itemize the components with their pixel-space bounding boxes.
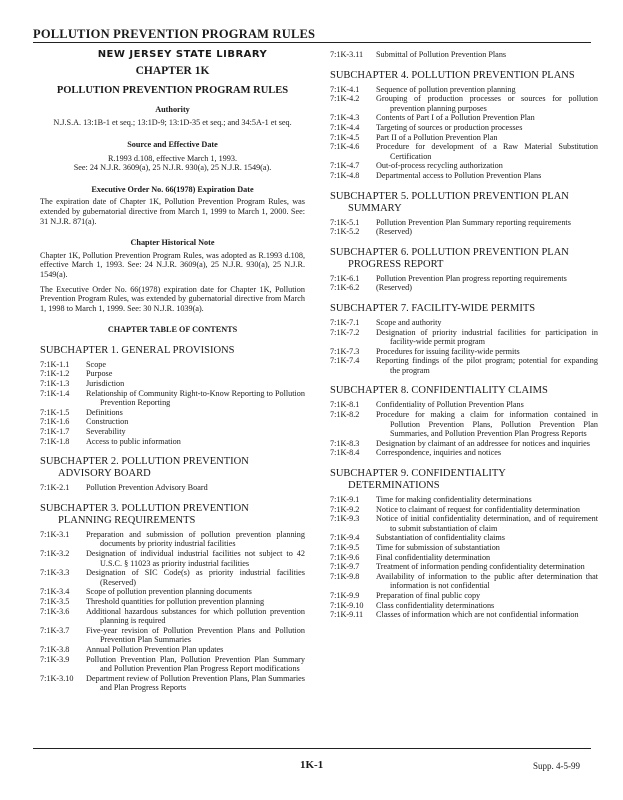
section-title: Time for making confidentiality determinations [376,495,532,505]
toc-entry [330,591,598,601]
section-title: Department review of Pollution Prevention Plans, Plan Summaries and Plan Progress Reports [86,673,305,693]
section-number: 7:1K-4.7 [330,161,360,171]
subchapter-title: SUBCHAPTER 9. CONFIDENTIALITY [330,468,506,480]
section-title: Relationship of Community Right-to-Know Reporting to Pollution Prevention Reporting [86,388,305,408]
section-number: 7:1K-8.3 [330,438,360,448]
section-title: Final confidentiality determination [376,552,491,562]
section-title: Jurisdiction [86,379,125,389]
section-number: 7:1K-9.2 [330,504,360,514]
toc-entry [40,655,305,674]
subchapter-heading [40,503,305,527]
toc-entry [330,439,598,449]
authority-heading: Authority [155,104,190,114]
section-title: Additional hazardous substances for which pollution prevention planning is required [86,606,305,626]
section-number: 7:1K-3.9 [40,654,70,664]
exec-order-heading: Executive Order No. 66(1978) Expiration Date [91,184,254,194]
section-title: Access to public information [86,436,181,446]
section-number: 7:1K-9.8 [330,571,360,581]
section-number: 7:1K-1.1 [40,359,70,369]
section-number: 7:1K-1.3 [40,379,70,389]
subchapter-heading [330,303,598,315]
toc-entry [40,568,305,587]
toc-entry [40,369,305,379]
history-para-2: The Executive Order No. 66(1978) expiration date for Chapter 1K, Pollution Prevention Program Rules, was extended by gubernatorial directive from March 1, 1998 to March 1, 1999. See: 30 N.J.R. 1039(a). [40,284,305,313]
toc-entry [330,400,598,410]
section-title: Preparation of final public copy [376,590,481,600]
toc-entry [330,142,598,161]
section-number: 7:1K-9.10 [330,600,364,610]
subchapter-title: SUBCHAPTER 7. FACILITY-WIDE PERMITS [330,302,536,314]
section-number: 7:1K-3.10 [40,673,74,683]
subchapter-heading [330,70,598,82]
section-number: 7:1K-3.7 [40,625,70,635]
section-number: 7:1K-1.7 [40,427,70,437]
toc-entry [40,360,305,370]
toc-entry [330,495,598,505]
toc-entry [330,85,598,95]
toc-entry [40,483,305,493]
toc-entry [330,505,598,515]
toc-entry [330,533,598,543]
exec-order-text: The expiration date of Chapter 1K, Pollution Prevention Program Rules, was extended by gubernatorial directive from March 1, 1999 to March 1, 2000. See: 31 N.J.R. 871(a). [40,197,305,226]
section-title: Designation of priority industrial facilities for participation in facility-wide permit program [376,327,598,347]
section-title: Notice of initial confidentiality determination, and of requirement to submit substantiation of claim [376,514,598,533]
section-number: 7:1K-7.1 [330,317,360,327]
left-toc [40,345,305,693]
source-line-1: R.1993 d.108, effective March 1, 1993. [107,153,237,163]
subchapter-title: SUBCHAPTER 4. POLLUTION PREVENTION PLANS [330,69,575,81]
section-number: 7:1K-9.9 [330,590,360,600]
subchapter-title-cont: ADVISORY BOARD [58,468,151,480]
section-number: 7:1K-3.6 [40,606,70,616]
section-number: 7:1K-6.2 [330,283,360,293]
section-number: 7:1K-7.2 [330,327,360,337]
section-title: Scope and authority [376,317,442,327]
section-title: Class confidentiality determinations [376,600,495,610]
toc-entry [40,597,305,607]
toc-entry [40,437,305,447]
section-title: Treatment of information pending confidentiality determination [376,562,585,572]
section-title: Procedure for development of a Raw Material Substitution Certification [376,142,598,161]
section-number: 7:1K-9.5 [330,543,360,552]
section-number: 7:1K-6.1 [330,273,360,283]
toc-entry [330,283,598,293]
section-number: 7:1K-5.1 [330,217,360,227]
section-number: 7:1K-4.4 [330,122,360,132]
section-number: 7:1K-1.4 [40,388,70,398]
section-number: 7:1K-3.4 [40,587,70,597]
toc-entry [330,347,598,357]
toc-entry [330,356,598,375]
section-number: 7:1K-4.6 [330,142,360,152]
toc-entry [330,572,598,591]
section-title: Availability of information to the public after determination that information is not confidential [376,571,598,591]
section-number: 7:1K-7.4 [330,356,360,366]
toc-title: CHAPTER TABLE OF CONTENTS [107,325,238,335]
subchapter-title: SUBCHAPTER 3. POLLUTION PREVENTION [40,502,249,514]
toc-entry [40,607,305,626]
toc-entry [40,530,305,549]
toc-entry [40,417,305,427]
section-title: Pollution Prevention Plan progress reporting requirements [376,273,567,283]
subchapter-heading [40,456,305,480]
section-number: 7:1K-4.3 [330,113,360,123]
section-number: 7:1K-3.2 [40,549,70,558]
section-title: Five-year revision of Pollution Prevention Plans and Pollution Prevention Plan Summaries [86,625,305,645]
section-title: Procedures for issuing facility-wide permits [376,346,520,356]
section-number: 7:1K-1.2 [40,369,70,379]
section-number: 7:1K-9.11 [330,610,364,620]
section-number: 7:1K-2.1 [40,483,70,493]
section-title: Severability [86,427,126,437]
section-title: Grouping of production processes or sources for pollution prevention planning purposes [376,94,598,113]
section-number: 7:1K-8.4 [330,448,360,458]
section-title: Procedure for making a claim for information contained in Pollution Prevention Plans, Pollution Prevention Plan Summaries, and Pollution Prevention Plan Progress Reports [376,410,598,439]
section-number: 7:1K-5.2 [330,227,360,237]
section-number: 7:1K-4.8 [330,170,360,180]
section-title: Time for submission of substantiation [376,543,500,552]
toc-entry [40,674,305,693]
subchapter-title-cont: PROGRESS REPORT [348,258,444,270]
toc-entry [330,543,598,553]
section-number: 7:1K-3.5 [40,596,70,606]
toc-entry [330,274,598,284]
section-title: Part II of a Pollution Prevention Plan [376,132,498,142]
subchapter-title: SUBCHAPTER 5. POLLUTION PREVENTION PLAN [330,190,569,202]
section-title: Designation of SIC Code(s) as priority industrial facilities (Reserved) [86,568,305,587]
section-title: Reporting findings of the pilot program; potential for expanding the program [376,356,598,375]
section-number: 7:1K-4.1 [330,84,360,94]
subchapter-title-cont: PLANNING REQUIREMENTS [58,514,196,526]
right-toc [330,70,598,620]
toc-entry [40,379,305,389]
section-number: 7:1K-9.7 [330,562,360,572]
toc-entry [40,427,305,437]
running-header: POLLUTION PREVENTION PROGRAM RULES [33,27,316,41]
subchapter-heading [40,345,305,357]
library-stamp: NEW JERSEY STATE LIBRARY [97,49,268,60]
authority-text: N.J.S.A. 13:1B-1 et seq.; 13:1D-9; 13:1D-35 et seq.; and 34:5A-1 et seq. [53,118,292,128]
history-para-1: Chapter 1K, Pollution Prevention Program Rules, was adopted as R.1993 d.108, effective March 1, 1993. See: 24 N.J.R. 3609(a), 25 N.J.R. 930(a), 25 N.J.R. 1549(a). [40,250,305,279]
subchapter-heading [330,385,598,397]
section-title: Scope [86,359,107,369]
subchapter-title: SUBCHAPTER 2. POLLUTION PREVENTION [40,456,249,468]
toc-entry [330,113,598,123]
toc-entry [40,389,305,408]
section-title: Construction [86,417,129,427]
section-title: Out-of-process recycling authorization [376,161,503,171]
section-title: Designation of individual industrial facilities not subject to 42 U.S.C. § 11023 as priority industrial facilities [86,549,305,568]
footer-rule [33,748,591,749]
section-number: 7:1K-9.4 [330,533,360,543]
chapter-title: POLLUTION PREVENTION PROGRAM RULES [56,85,289,97]
chapter-number: CHAPTER 1K [135,64,210,77]
section-title: Annual Pollution Prevention Plan updates [86,644,224,654]
section-title: (Reserved) [376,227,412,237]
toc-entry [330,171,598,181]
section-title: (Reserved) [376,283,412,293]
subchapter-title: SUBCHAPTER 8. CONFIDENTIALITY CLAIMS [330,385,548,397]
subchapter-title: SUBCHAPTER 6. POLLUTION PREVENTION PLAN [330,246,569,258]
toc-entry [330,50,598,60]
subchapter-title-cont: SUMMARY [348,202,402,214]
toc-entry [330,123,598,133]
toc-entry [330,601,598,611]
section-title: Pollution Prevention Plan, Pollution Prevention Plan Summary and Pollution Prevention Plan Progress Report modifications [86,654,305,674]
toc-entry [40,645,305,655]
section-number: 7:1K-9.6 [330,552,360,562]
toc-entry [330,514,598,533]
section-title: Scope of pollution prevention planning documents [86,587,252,597]
toc-entry [330,328,598,347]
left-column [40,50,305,693]
header-rule [33,42,591,43]
toc-entry [330,610,598,620]
section-title: Sequence of pollution prevention planning [376,84,516,94]
toc-entry [330,410,598,439]
section-number: 7:1K-4.5 [330,132,360,142]
section-number: 7:1K-9.1 [330,495,360,505]
section-title: Designation by claimant of an addressee for notices and inquiries [376,438,590,448]
section-number: 7:1K-7.3 [330,346,360,356]
section-title: Targeting of sources or production processes [376,122,523,132]
section-title: Pollution Prevention Advisory Board [86,483,208,493]
subchapter-title-cont: DETERMINATIONS [348,480,440,492]
history-heading: Chapter Historical Note [130,238,215,248]
section-number: 7:1K-3.3 [40,568,70,578]
source-heading: Source and Effective Date [127,139,218,149]
section-title: Submittal of Pollution Prevention Plans [376,50,507,59]
section-title: Substantiation of confidentiality claims [376,533,505,543]
section-number: 7:1K-3.8 [40,644,70,654]
toc-entry [330,562,598,572]
toc-entry [330,133,598,143]
toc-entry [330,553,598,563]
toc-entry [40,549,305,568]
toc-entry [330,161,598,171]
section-number: 7:1K-1.6 [40,417,70,427]
toc-entry [330,448,598,458]
section-title: Classes of information which are not confidential information [376,610,579,620]
source-line-2: See: 24 N.J.R. 3609(a), 25 N.J.R. 930(a), 25 N.J.R. 1549(a). [73,163,272,173]
subchapter-heading [330,468,598,492]
page-number: 1K-1 [300,759,324,771]
section-number: 7:1K-4.2 [330,94,360,104]
subchapter-heading [330,191,598,215]
section-number: 7:1K-8.1 [330,400,360,410]
section-number: 7:1K-1.8 [40,436,70,446]
section-title: Preparation and submission of pollution prevention planning documents by priority industrial facilities [86,529,305,549]
toc-entry [330,94,598,113]
supplement-date: Supp. 4-5-99 [533,761,580,771]
toc-entry [40,626,305,645]
section-number: 7:1K-8.2 [330,410,360,420]
section-title: Confidentiality of Pollution Prevention Plans [376,400,524,410]
toc-entry [330,318,598,328]
toc-entry [330,218,598,228]
section-number: 7:1K-3.11 [330,50,364,59]
subchapter-title: SUBCHAPTER 1. GENERAL PROVISIONS [40,344,235,356]
toc-entry [40,408,305,418]
section-title: Contents of Part I of a Pollution Prevention Plan [376,113,535,123]
section-title: Notice to claimant of request for confidentiality determination [376,504,580,514]
toc-entry [330,227,598,237]
section-title: Pollution Prevention Plan Summary reporting requirements [376,217,571,227]
section-number: 7:1K-1.5 [40,407,70,417]
section-title: Definitions [86,407,123,417]
subchapter-heading [330,247,598,271]
section-title: Departmental access to Pollution Prevention Plans [376,170,542,180]
section-title: Purpose [86,369,113,379]
section-number: 7:1K-3.1 [40,529,70,539]
right-column [330,50,598,620]
section-number: 7:1K-9.3 [330,514,360,524]
toc-entry [40,587,305,597]
section-title: Threshold quantities for pollution prevention planning [86,596,265,606]
section-title: Correspondence, inquiries and notices [376,448,502,458]
